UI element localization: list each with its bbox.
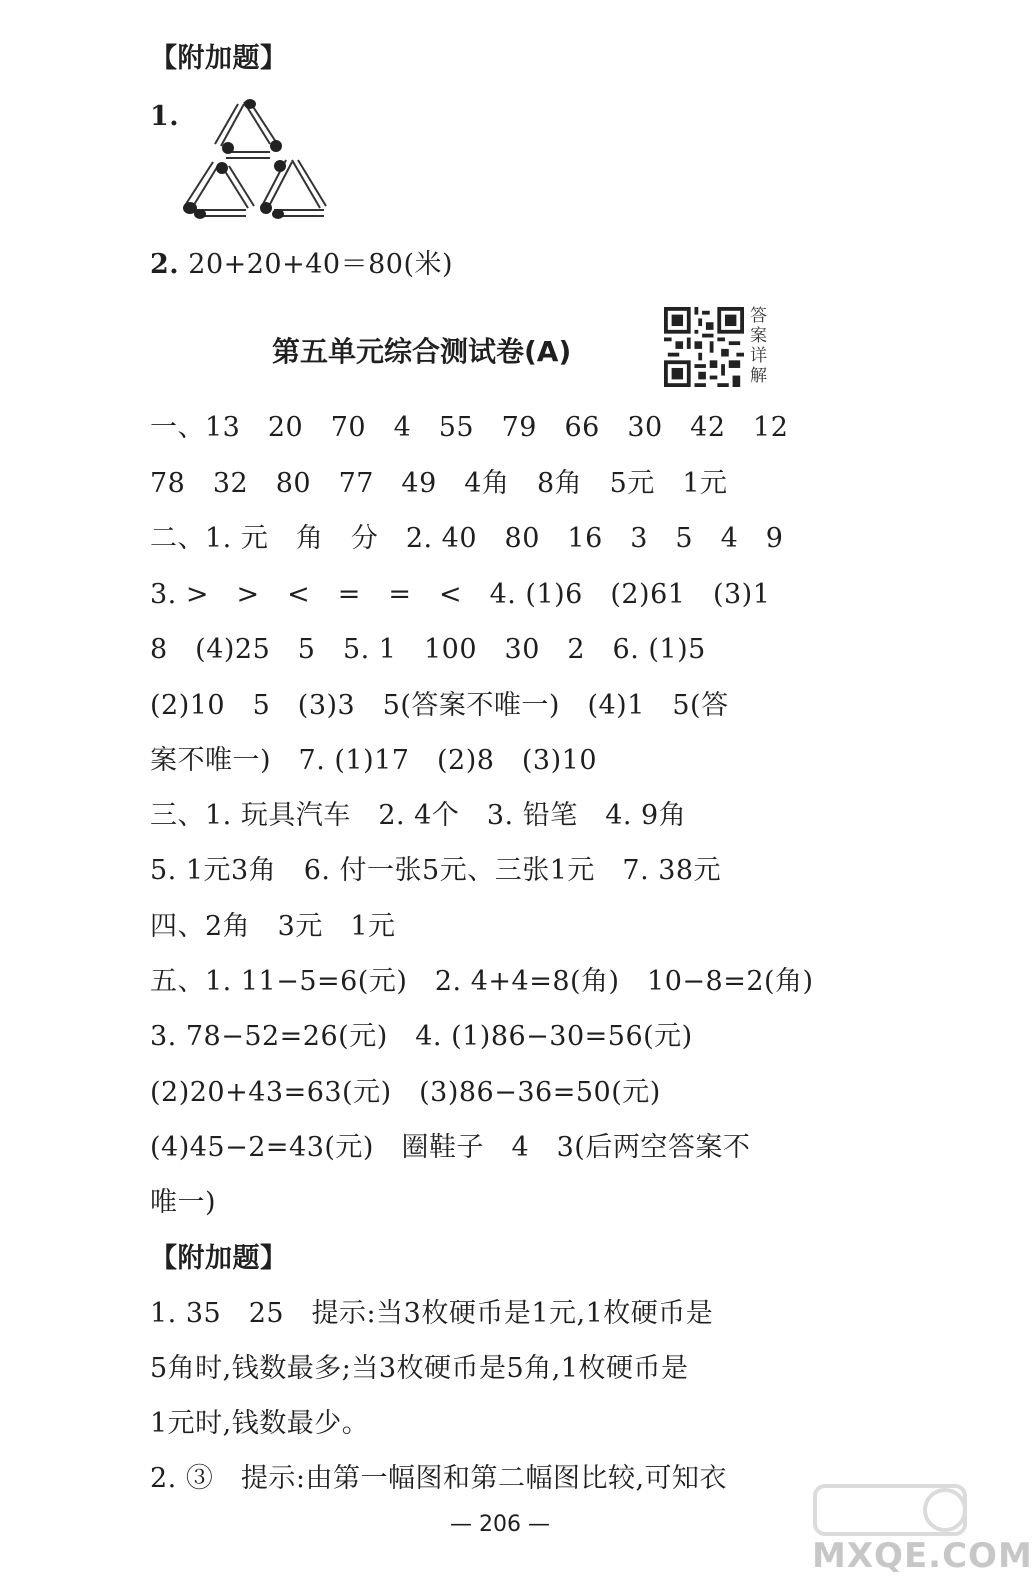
page-number: — 206 —: [450, 1512, 550, 1537]
watermark-text: MXQE.COM: [812, 1536, 1033, 1576]
extra2-line-3: 1元时,钱数最少。: [150, 1408, 370, 1439]
matchstick-triangles-figure: [178, 96, 338, 226]
extra1-header: 【附加题】: [150, 43, 288, 74]
answer-line-9: 5. 1元3角 6. 付一张5元、三张1元 7. 38元: [150, 855, 722, 886]
answer-line-11: 五、1. 11−5=6(元) 2. 4+4=8(角) 10−8=2(角): [150, 966, 814, 997]
answer-line-1: 一、13 20 70 4 55 79 66 30 42 12: [150, 412, 789, 443]
answer-line-8: 三、1. 玩具汽车 2. 4个 3. 铅笔 4. 9角: [150, 800, 687, 831]
extra1-q2: 2. 20+20+40＝80(米): [150, 249, 454, 280]
extra2-line-2: 5角时,钱数最多;当3枚硬币是5角,1枚硬币是: [150, 1353, 689, 1384]
extra1-q1-number: 1.: [150, 101, 180, 132]
answer-line-14: (4)45−2=43(元) 圈鞋子 4 3(后两空答案不: [150, 1132, 751, 1163]
answer-line-4: 3. > > < = = < 4. (1)6 (2)61 (3)1: [150, 579, 771, 610]
extra2-line-4: 2. ③ 提示:由第一幅图和第二幅图比较,可知衣: [150, 1463, 728, 1494]
answer-line-15: 唯一): [150, 1187, 217, 1218]
qr-label: 答案详解: [750, 306, 767, 386]
extra2-header: 【附加题】: [150, 1243, 288, 1274]
answer-line-6: (2)10 5 (3)3 5(答案不唯一) (4)1 5(答: [150, 690, 729, 721]
answer-line-10: 四、2角 3元 1元: [150, 911, 396, 942]
answer-line-7: 案不唯一) 7. (1)17 (2)8 (3)10: [150, 745, 598, 776]
answer-line-3: 二、1. 元 角 分 2. 40 80 16 3 5 4 9: [150, 523, 784, 554]
answer-line-13: (2)20+43=63(元) (3)86−36=50(元): [150, 1077, 661, 1108]
answer-line-5: 8 (4)25 5 5. 1 100 30 2 6. (1)5: [150, 634, 706, 665]
test-title: 第五单元综合测试卷(A): [272, 335, 572, 368]
answer-line-12: 3. 78−52=26(元) 4. (1)86−30=56(元): [150, 1021, 693, 1052]
qr-code-icon[interactable]: [664, 307, 744, 387]
extra2-line-1: 1. 35 25 提示:当3枚硬币是1元,1枚硬币是: [150, 1298, 714, 1329]
answer-line-2: 78 32 80 77 49 4角 8角 5元 1元: [150, 468, 728, 499]
